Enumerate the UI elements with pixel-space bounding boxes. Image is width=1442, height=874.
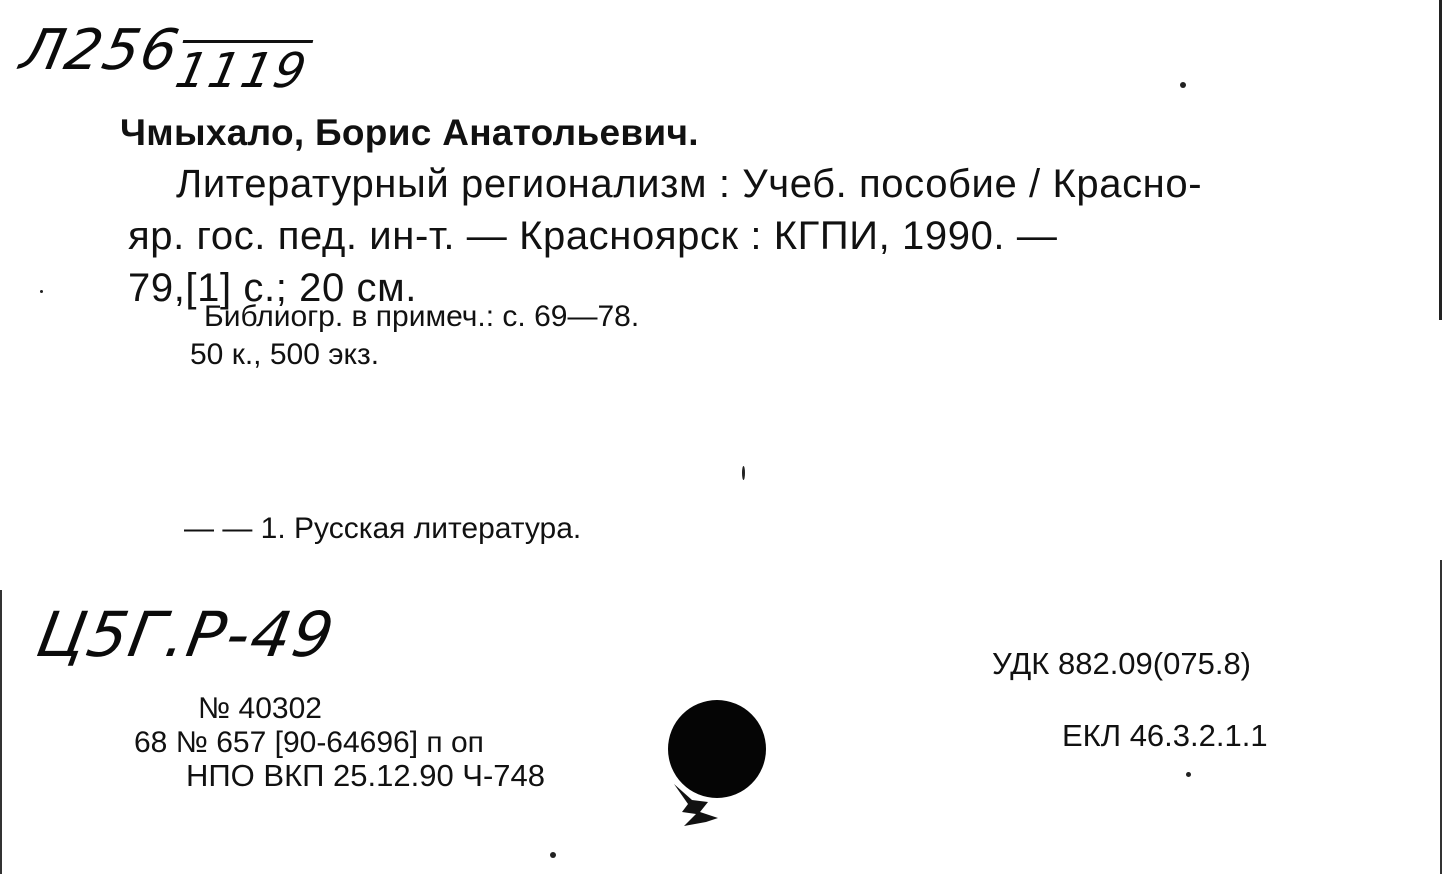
subject-heading: — — 1. Русская литература. [184, 512, 582, 545]
copies-note: 50 к., 500 экз. [190, 338, 380, 371]
description-line: 79,[1] с.; 20 см. [128, 266, 417, 310]
bibliographic-description [128, 158, 1202, 314]
print-info: 68 № 657 [90-64696] п оп [134, 726, 484, 759]
description-line: Литературный регионализм : Учеб. пособие / Красно- [176, 162, 1203, 206]
ink-blot-tail [666, 778, 726, 838]
description-line: яр. гос. пед. ин-т. — Красноярск : КГПИ, 1990. — [128, 214, 1058, 258]
shelfmark-main: Л256 [15, 18, 186, 83]
author-heading: Чмыхало, Борис Анатольевич. [120, 112, 699, 153]
record-number: № 40302 [198, 692, 322, 725]
publisher-line: НПО ВКП 25.12.90 Ч-748 [186, 758, 546, 793]
speck [742, 466, 745, 480]
speck [40, 290, 43, 293]
card-edge [0, 590, 2, 874]
shelfmark-sub: 1119 [171, 40, 314, 99]
bibliography-note: Библиогр. в примеч.: с. 69—78. [204, 300, 640, 333]
ekl-code: ЕКЛ 46.3.2.1.1 [1062, 718, 1268, 753]
handwritten-shelfmark-bottom: Ц5Г.Р-49 [31, 598, 341, 671]
speck [1186, 772, 1191, 777]
speck [1180, 82, 1186, 88]
udk-code: УДК 882.09(075.8) [992, 646, 1252, 681]
speck [550, 852, 556, 858]
handwritten-shelfmark-top [15, 18, 318, 99]
